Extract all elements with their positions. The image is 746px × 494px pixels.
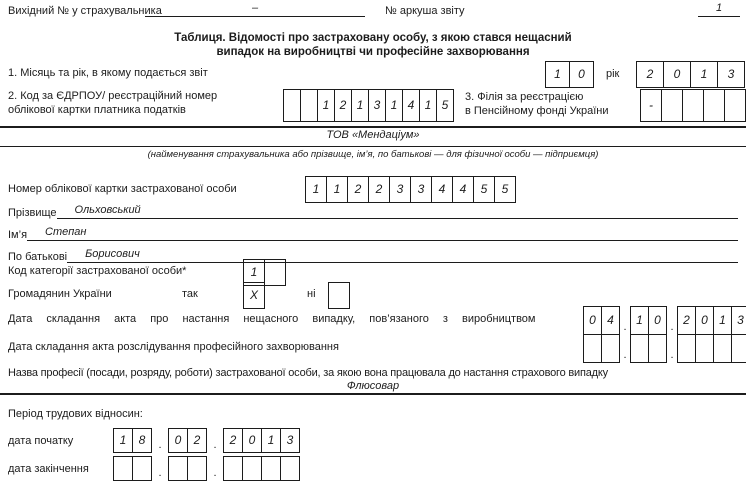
end-date-label: дата закінчення — [8, 463, 89, 475]
disease-date-boxes — [583, 334, 746, 363]
rule-under-name — [0, 146, 746, 148]
box-cell: 1 — [691, 61, 718, 88]
box-cell: 3 — [718, 61, 745, 88]
box-cell: 2 — [348, 176, 369, 203]
citizen-no-label: ні — [307, 288, 316, 300]
box-cell — [281, 456, 300, 481]
box-cell — [265, 259, 286, 286]
box-cell: 3 — [281, 428, 300, 453]
branch-label-line2: в Пенсійному фонді України — [465, 105, 609, 117]
box-cell — [113, 456, 133, 481]
box-cell — [188, 456, 207, 481]
date-separator: . — [623, 321, 627, 333]
box-cell: 5 — [437, 89, 454, 122]
box-cell — [583, 334, 602, 363]
box-cell: 1 — [714, 306, 732, 335]
box-cell: 3 — [411, 176, 432, 203]
end-month-boxes — [168, 456, 207, 481]
rule-top — [0, 126, 746, 128]
citizen-yes-label: так — [182, 288, 198, 300]
box-cell — [602, 334, 620, 363]
box-cell: 8 — [133, 428, 152, 453]
end-day-boxes — [113, 456, 152, 481]
patronymic-label: По батькові — [8, 251, 68, 263]
box-cell — [223, 456, 243, 481]
box-cell: 4 — [453, 176, 474, 203]
box-cell: 1 — [262, 428, 281, 453]
edrpou-label-line2: облікової картки платника податків — [8, 104, 186, 116]
surname-row — [8, 204, 738, 219]
header-sheet-label: № аркуша звіту — [385, 5, 465, 17]
profession-underline — [0, 393, 746, 395]
box-cell: 0 — [583, 306, 602, 335]
box-cell — [714, 334, 732, 363]
disease-day-boxes — [583, 334, 620, 363]
box-cell: 2 — [369, 176, 390, 203]
form-title-line2: випадок на виробництві чи професійне захворювання — [216, 46, 530, 58]
form-title-line1: Таблиця. Відомості про застраховану особу, з якою стався нещасний — [174, 32, 572, 44]
accident-date-boxes — [583, 306, 746, 335]
box-cell — [683, 89, 704, 122]
start-month-boxes — [168, 428, 207, 453]
box-cell: - — [640, 89, 662, 122]
disease-date-label: Дата складання акта розслідування професійного захворювання — [8, 341, 339, 353]
box-cell: 0 — [696, 306, 714, 335]
header-outgoing-label: Вихідний № у страхувальника — [8, 5, 162, 17]
box-cell — [725, 89, 746, 122]
date-separator: . — [158, 467, 162, 479]
box-cell — [662, 89, 683, 122]
patronymic-value: Борисович — [67, 248, 738, 263]
box-cell: 1 — [327, 176, 348, 203]
year-label: рік — [606, 68, 620, 80]
end-year-boxes — [223, 456, 300, 481]
box-cell: 4 — [432, 176, 453, 203]
category-label: Код категорії застрахованої особи* — [8, 265, 187, 277]
field-month-year-label: 1. Місяць та рік, в якому подається звіт — [8, 67, 208, 79]
insurer-caption: (найменування страхувальника або прізвище, ім’я, по батькові — для фізичної особи — підприємця) — [147, 149, 599, 160]
card-number-boxes — [305, 176, 516, 203]
branch-boxes — [640, 89, 746, 122]
name-label: Ім’я — [8, 229, 28, 241]
start-date-boxes — [113, 428, 300, 453]
date-separator: . — [670, 349, 674, 361]
box-cell: 3 — [390, 176, 411, 203]
box-cell — [283, 89, 301, 122]
date-separator: . — [158, 439, 162, 451]
employment-label: Період трудових відносин: — [8, 408, 143, 420]
edrpou-label — [8, 89, 217, 117]
edrpou-boxes — [283, 89, 454, 122]
box-cell — [301, 89, 318, 122]
box-cell: 4 — [602, 306, 620, 335]
header-sheet-value: 1 — [698, 2, 740, 17]
box-cell: 0 — [649, 306, 667, 335]
surname-value: Ольховський — [57, 204, 738, 219]
end-date-boxes — [113, 456, 300, 481]
box-cell — [262, 456, 281, 481]
start-date-label: дата початку — [8, 435, 74, 447]
month-boxes — [545, 61, 594, 88]
date-separator: . — [213, 439, 217, 451]
box-cell: 0 — [168, 428, 188, 453]
box-cell — [696, 334, 714, 363]
disease-month-boxes — [630, 334, 667, 363]
box-cell: 3 — [732, 306, 746, 335]
date-separator: . — [213, 467, 217, 479]
box-cell — [677, 334, 696, 363]
citizen-no-box — [328, 282, 350, 309]
box-cell: 5 — [495, 176, 516, 203]
surname-label: Прізвище — [8, 207, 57, 219]
box-cell: 1 — [305, 176, 327, 203]
box-cell — [630, 334, 649, 363]
form-title — [0, 31, 746, 59]
box-cell: 1 — [545, 61, 570, 88]
accident-date-label: Дата складання акта про настання нещасного випадку, пов’язаного з виробництвом — [8, 313, 536, 325]
card-number-label: Номер облікової картки застрахованої особи — [8, 183, 237, 195]
box-cell: 0 — [243, 428, 262, 453]
box-cell: 1 — [386, 89, 403, 122]
box-cell: 1 — [630, 306, 649, 335]
edrpou-label-line1: 2. Код за ЄДРПОУ/ реєстраційний номер — [8, 90, 218, 102]
box-cell: 2 — [188, 428, 207, 453]
box-cell — [732, 334, 746, 363]
disease-year-boxes — [677, 334, 746, 363]
box-cell: 3 — [369, 89, 386, 122]
name-row — [8, 226, 738, 241]
box-cell: 2 — [335, 89, 352, 122]
box-cell: 1 — [113, 428, 133, 453]
name-value: Степан — [27, 226, 738, 241]
box-cell: 2 — [636, 61, 664, 88]
box-cell: 4 — [403, 89, 420, 122]
box-cell: 1 — [243, 259, 265, 286]
insurer-name: ТОВ «Мендаціум» — [326, 129, 420, 141]
box-cell — [649, 334, 667, 363]
profession-value: Флюсовар — [346, 380, 400, 392]
box-cell: 1 — [420, 89, 437, 122]
branch-label — [465, 90, 609, 118]
year-boxes — [636, 61, 745, 88]
box-cell — [243, 456, 262, 481]
header-outgoing-value: – — [145, 2, 365, 17]
start-day-boxes — [113, 428, 152, 453]
citizen-label: Громадянин України — [8, 288, 112, 300]
box-cell — [704, 89, 725, 122]
branch-label-line1: 3. Філія за реєстрацією — [465, 91, 584, 103]
profession-label: Назва професії (посади, розряду, роботи) застрахованої особи, за якою вона працювала до настання страхового випадку — [8, 367, 608, 379]
box-cell: 5 — [474, 176, 495, 203]
date-separator: . — [670, 321, 674, 333]
box-cell: 1 — [352, 89, 369, 122]
box-cell: 2 — [677, 306, 696, 335]
accident-month-boxes — [630, 306, 667, 335]
box-cell: 2 — [223, 428, 243, 453]
patronymic-row — [8, 248, 738, 263]
box-cell: 0 — [570, 61, 594, 88]
box-cell — [168, 456, 188, 481]
box-cell: 1 — [318, 89, 335, 122]
citizen-yes-box: X — [243, 282, 265, 309]
box-cell: 0 — [664, 61, 691, 88]
accident-year-boxes — [677, 306, 746, 335]
date-separator: . — [623, 349, 627, 361]
start-year-boxes — [223, 428, 300, 453]
box-cell — [133, 456, 152, 481]
accident-day-boxes — [583, 306, 620, 335]
